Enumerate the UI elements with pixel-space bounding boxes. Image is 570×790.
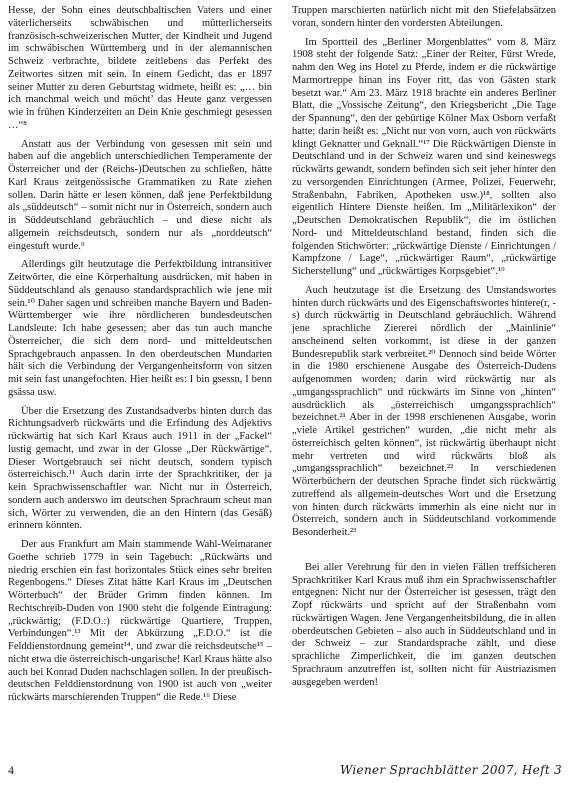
page-number: 4	[8, 763, 14, 777]
paragraph: Im Sportteil des „Berliner Morgenblattes“ vom 8. März 1908 steht der folgende Satz: „Einer der Reiter, Fürst Wrede, nahm den Weg ins Hotel zu Pferde, indem er die rückwärtige Marmortreppe hinan ins Foyer ritt, das von Gästen stark besetzt war.“ Am 23. März 1918 brachte ein anderes Berliner Blatt, die „Vossische Zeitung“, den Kriegsbericht „Die Tage der Spannung“, den der gebürtige Kölner Max Osborn verfaßt hatte; darin heißt es: „Nicht nur von vorn, auch von rückwärts klingt Geknatter und Geknall.“¹⁷ Die Rückwärtigen Dienste in Deutschland und in der Schweiz waren und sind keineswegs rückwärts gewandt, sondern befinden sich seit jeher hinter den zu versorgenden Einrichtungen (Armee, Polizei, Feuerwehr, Straßenbahn, Fabriken, Apotheken usw.)¹⁸, sollten also eigentlich Hintere Dienste heißen. Im „Militärlexikon“ der „Deutschen Demokratischen Republik“, die im östlichen Nord- und Mitteldeutschland bestand, finden sich die folgenden Stichwörter: „rückwärtige Dienste / Einrichtungen / Kampfzone / Lage“, „rückwärtiger Raum“, „rückwärtige Sicherstellung“ und „rückwärtiges Korpsgebiet“.¹⁹	[292, 36, 556, 277]
paragraph: Anstatt aus der Verbindung von gesessen mit sein und haben auf die angeblich unterschiedlichen Temperamente der Österreicher und der (Reichs-)Deutschen zu schließen, hätte Karl Kraus zeitgenössische Grammatiken zu Rate ziehen sollen. Darin hätte er lesen können, daß jene Perfektbildung als „süddeutsch“ – somit nicht nur in Österreich, sondern auch in Süddeutschland gebräuchlich – und diese nicht als allgemein reichsdeutsch, sondern nur als „norddeutsch“ eingestuft wurde.⁹	[8, 138, 272, 252]
paragraph: Bei aller Verehrung für den in vielen Fällen treffsicheren Sprachkritiker Karl Kraus muß ihm ein Sprachwissenschaftler entgegnen: Nicht nur der Österreicher ist gesessen, trägt den Zopf rückwärts und spricht auf der Straßenbahn vom rückwärtigen Wagen. Jene Vergangenheitsbildung, die in allen oberdeutschen Gebieten – also auch in Süddeutschland und in der Schweiz – zur Standardsprache zählt, und diese sprachliche Zimperlichkeit, die im ganzen deutschen Sprachraum anzutreffen ist, sollten nicht für Austriazismen ausgegeben werden!	[292, 561, 556, 688]
paragraph: Der aus Frankfurt am Main stammende Wahl-Weimaraner Goethe schrieb 1779 in sein Tagebuch: „Rückwärts und niedrig erschien ein fast horizontales Stück eines sehr breiten Regenbogens.“ Dieses Zitat hätte Karl Kraus im „Deutschen Wörterbuch“ der Brüder Grimm finden können. Im Rechtschreib-Duden von 1900 steht die folgende Eintragung: „rückwärtig; (F.D.O.:) rückwärtige Quartiere, Truppen, Verbindungen“.¹³ Mit der Abkürzung „F.D.O.“ ist die Felddienstordnung gemeint¹⁴, und zwar die reichsdeutsche¹⁵ – nicht etwa die österreichisch-ungarische! Karl Kraus hätte also auch bei Konrad Duden nachschlagen sollen. In der preußisch-deutschen Felddienstordnung von 1900 ist auch von „weiter rückwärts marschierenden Truppen“ die Rede.¹⁶ Diese	[8, 539, 272, 703]
paragraph: Truppen marschierten natürlich nicht mit den Stiefelabsätzen voran, sondern hinter den vordersten Abteilungen.	[292, 5, 556, 29]
paragraph: Auch heutzutage ist die Ersetzung des Umstandswortes hinten durch rückwärts und des Eigenschaftswortes hintere(r, -s) durch rückwärtig in Deutschland gebräuchlich. Während jene sprachliche Ziererei nördlich der „Mainlinie“ anscheinend selten vorkommt, ist diese in der ganzen Bundesrepublik stark verbreitet.²⁰ Dennoch sind beide Wörter in die 1980 erschienene Ausgabe des Österreich-Dudens aufgenommen worden; darin wird rückwärtig nur als „umgangssprachlich“ und rückwärts im Sinne von „hinten“ ausdrücklich als „österreichisch umgangssprachlich“ bezeichnet.²¹ Aber in der 1998 erschienenen Ausgabe, worin „viele Artikel gestrichen“ wurden, „die nicht mehr als österreichisch gelten können“, ist rückwärtig überhaupt nicht mehr vertreten und wird rückwärts bloß als „umgangssprachlich“ bezeichnet.²² In verschiedenen Wörterbüchern der deutschen Sprache findet sich rückwärtig zutreffend als allgemein-deutsches Wort und die Ersetzung von hinten durch rückwärts immerhin als eine nicht nur in Österreich, sondern auch in Süddeutschland vorkommende Besonderheit.²³	[292, 284, 556, 538]
right-column	[292, 5, 556, 695]
paragraph: Über die Ersetzung des Zustandsadverbs hinten durch das Richtungsadverb rückwärts und die Erfindung des Adjektivs rückwärtig hat sich Karl Kraus auch 1911 in der „Fackel“ lustig gemacht, und zwar in der Glosse „Der Rückwärtige“. Dieser Wortgebrauch sei nicht deutsch, sondern typisch österreichisch.¹¹ Auch darin irrte der Sprachkritiker, der ja kein Sprachwissenschaftler war. Nicht nur in Österreich, sondern auch anderswo im deutschen Sprachraum scheut man sich, Wörter zu verwenden, die an den Hintern (das Gesäß) erinnern könnten.	[8, 405, 272, 532]
paragraph: Allerdings gilt heutzutage die Perfektbildung intransitiver Zeitwörter, die eine Körperhaltung ausdrücken, mit haben in Süddeutschland als genauso standardsprachlich wie jene mit sein.¹⁰ Daher sagen und schreiben manche Bayern und Baden-Württemberger wie ihre nördlicheren bundesdeutschen Landsleute: Ich habe gesessen; aber das tun auch manche Österreicher, die sich dem nord- und mitteldeutschen Sprachgebrauch anpassen. In den oberdeutschen Mundarten hält sich die Verbindung der Vergangenheitsform von sitzen mit sein fast unangefochten. Hier heißt es: I bin gsessn, I benn gsässa usw.	[8, 259, 272, 398]
journal-title: Wiener Sprachblätter 2007, Heft 3	[339, 763, 562, 777]
left-column	[8, 5, 272, 711]
paragraph: Hesse, der Sohn eines deutschbaltischen Vaters und einer väterlicherseits schwäbischen und mütterlicherseits französisch-schweizerischen Mutter, der Kindheit und Jugend im schwäbischen Württemberg und in der alemannischen Schweiz verbrachte, bildete zeitlebens das Perfekt des Zeitwortes sitzen mit sein. In einem Gedicht, das er 1897 seiner Mutter zu deren Geburtstag widmete, heißt es: „… bin ich manchmal weich und möcht’ das Heute ganz vergessen wie in frühen Kinderzeiten an Dein Knie geschmiegt gesessen …“⁸	[8, 5, 272, 131]
